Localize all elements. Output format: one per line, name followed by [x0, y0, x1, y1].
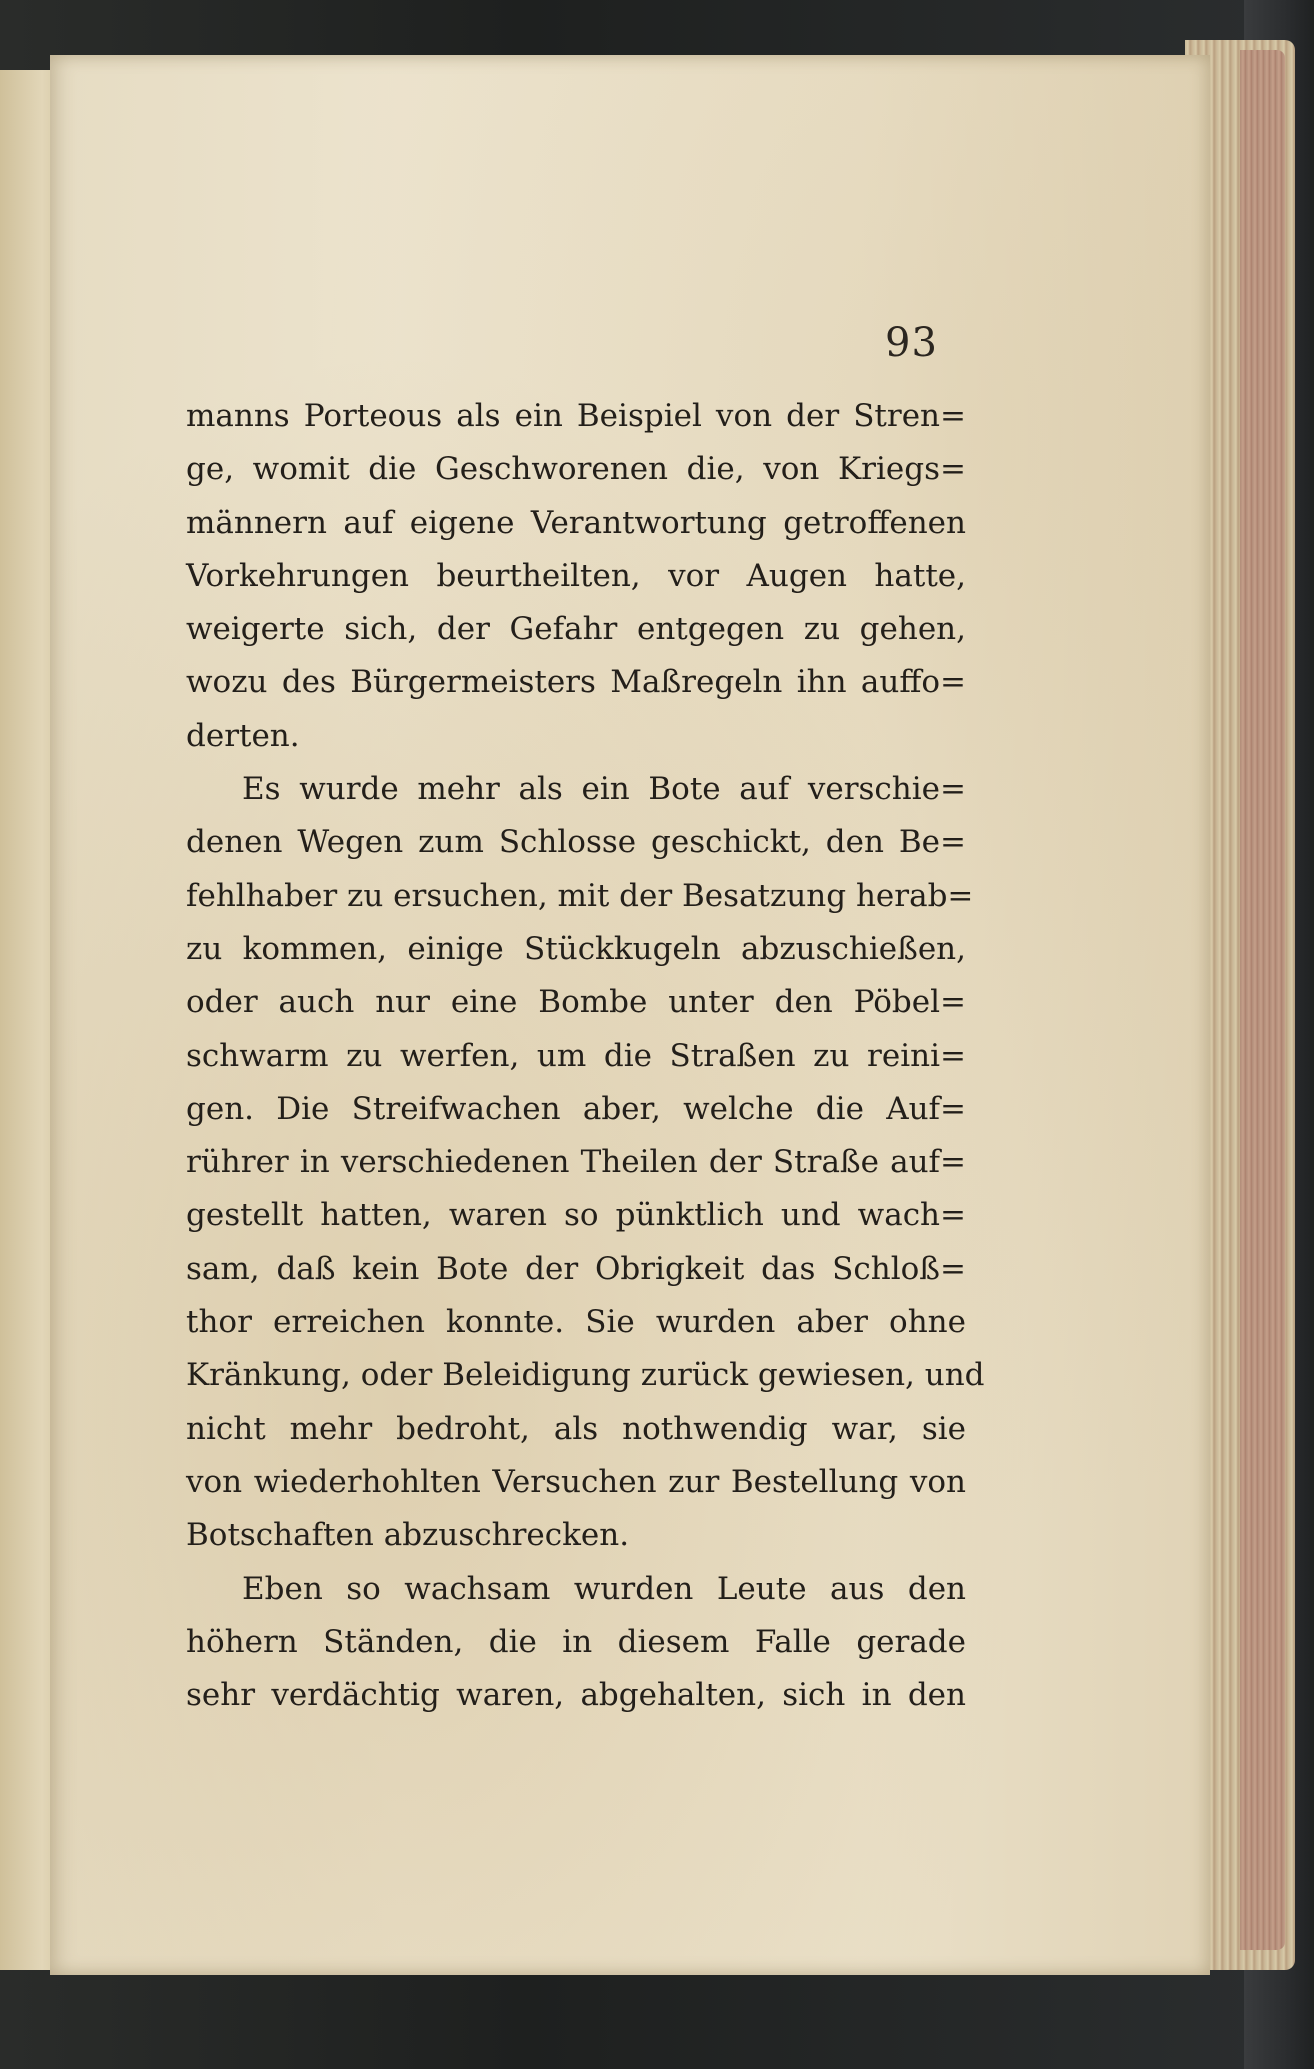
text-line: von wiederhohlten Versuchen zur Bestellung von — [186, 1463, 966, 1500]
text-line: Es wurde mehr als ein Bote auf verschie= — [242, 771, 966, 808]
page-stack-red-edge — [1240, 50, 1285, 1950]
text-line: sehr verdächtig waren, abgehalten, sich in den — [186, 1677, 966, 1714]
text-line: zu kommen, einige Stückkugeln abzuschießen, — [186, 930, 966, 967]
text-line: Eben so wachsam wurden Leute aus den — [242, 1570, 966, 1607]
text-line: gestellt hatten, waren so pünktlich und wach= — [186, 1197, 966, 1234]
text-line: schwarm zu werfen, um die Straßen zu reini= — [186, 1037, 966, 1074]
text-line: wozu des Bürgermeisters Maßregeln ihn auffo= — [186, 664, 966, 701]
body-text — [186, 390, 985, 1722]
text-line: männern auf eigene Verantwortung getroffenen — [186, 504, 966, 541]
text-line: derten. — [186, 717, 300, 754]
text-line: thor erreichen konnte. Sie wurden aber ohne — [186, 1304, 966, 1341]
book-page — [50, 55, 1210, 1975]
text-line: Botschaften abzuschrecken. — [186, 1517, 630, 1554]
text-line: fehlhaber zu ersuchen, mit der Besatzung herab= — [186, 877, 974, 914]
text-line: weigerte sich, der Gefahr entgegen zu gehen, — [186, 611, 966, 648]
text-line: Vorkehrungen beurtheilten, vor Augen hatte, — [186, 557, 966, 594]
text-line: Kränkung, oder Beleidigung zurück gewiesen, und — [186, 1357, 985, 1394]
text-line: denen Wegen zum Schlosse geschickt, den Be= — [186, 824, 966, 861]
text-line: sam, daß kein Bote der Obrigkeit das Schloß= — [186, 1250, 966, 1287]
text-line: rührer in verschiedenen Theilen der Straße auf= — [186, 1144, 966, 1181]
text-line: ge, womit die Geschworenen die, von Kriegs= — [186, 451, 966, 488]
page-number: 93 — [885, 320, 938, 366]
text-line: höhern Ständen, die in diesem Falle gerade — [186, 1623, 966, 1660]
text-line: manns Porteous als ein Beispiel von der Stren= — [186, 398, 966, 434]
text-line: nicht mehr bedroht, als nothwendig war, sie — [186, 1410, 966, 1447]
text-line: oder auch nur eine Bombe unter den Pöbel= — [186, 984, 966, 1021]
text-line: gen. Die Streifwachen aber, welche die Auf= — [186, 1090, 966, 1127]
